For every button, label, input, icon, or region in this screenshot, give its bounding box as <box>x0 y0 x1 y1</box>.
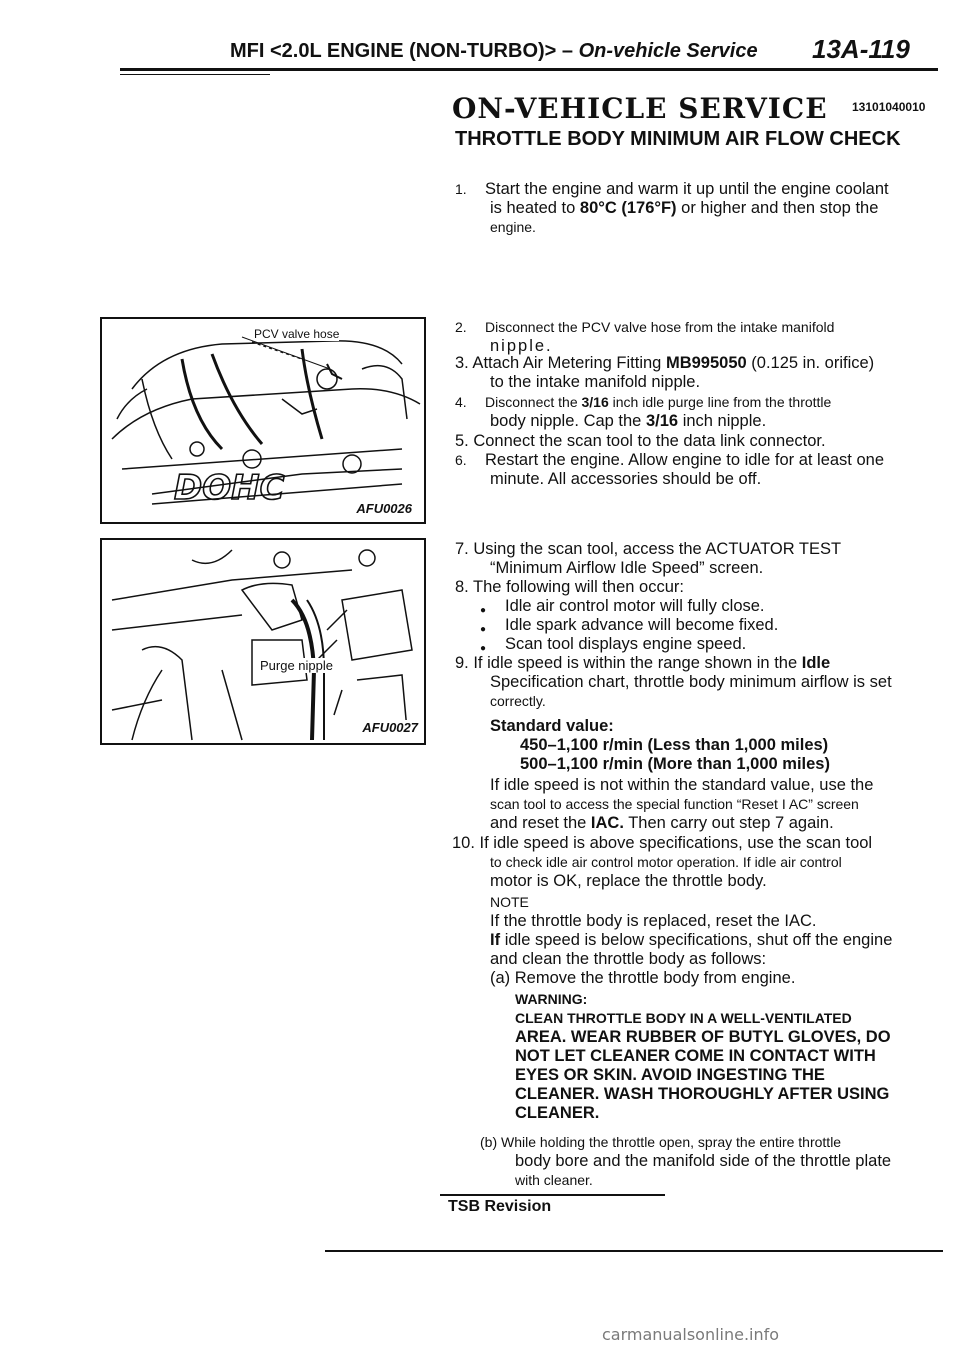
figure-purge-nipple <box>100 538 426 745</box>
figure-2-code: AFU0027 <box>362 720 418 735</box>
step-1-line3: engine. <box>490 219 536 235</box>
header-section: On-vehicle Service <box>578 40 758 62</box>
reset-line2: scan tool to access the special function “Reset I AC” screen <box>490 796 859 812</box>
section-title: ON-VEHICLE SERVICE <box>452 92 828 125</box>
step-10-line3: motor is OK, replace the throttle body. <box>490 872 767 890</box>
note-line3: and clean the throttle body as follows: <box>490 950 767 968</box>
step-2 <box>455 318 930 356</box>
step-10-line1: 10. If idle speed is above specifications, use the scan tool <box>452 834 873 852</box>
bullet-item: ● Scan tool displays engine speed. <box>480 635 930 654</box>
note-line4: (a) Remove the throttle body from engine. <box>490 969 796 987</box>
warning-line4: EYES OR SKIN. AVOID INGESTING THE <box>515 1066 825 1084</box>
figure-pcv-valve-hose <box>100 317 426 524</box>
reset-line3b: Then carry out step 7 again. <box>628 814 834 832</box>
page-number: 13A-119 <box>812 34 910 64</box>
section-code: 13101040010 <box>852 100 926 114</box>
header-rule <box>120 68 938 71</box>
step-4-size1: 3/16 <box>581 394 609 410</box>
step-4-line2a: body nipple. Cap the <box>490 412 642 430</box>
reset-line1: If idle speed is not within the standard value, use the <box>490 776 874 794</box>
step-4-line1a: Disconnect the <box>485 394 578 410</box>
step-b <box>480 1133 930 1190</box>
step-6-line1: Restart the engine. Allow engine to idle for at least one <box>485 451 885 469</box>
step-6 <box>455 451 930 489</box>
watermark: carmanualsonline.info <box>602 1325 780 1344</box>
note-line2: idle speed is below specifications, shut off the engine <box>504 931 893 949</box>
step-8: 8. The following will then occur: <box>455 578 684 596</box>
warning-line3: NOT LET CLEANER COME IN CONTACT WITH <box>515 1047 876 1065</box>
engine-illustration-1 <box>102 319 424 522</box>
step-6-number: 6. <box>455 452 467 468</box>
step-1-line1: Start the engine and warm it up until the engine coolant <box>485 180 889 198</box>
header-rule-short <box>120 74 270 75</box>
step-2-line2: nipple. <box>490 337 553 355</box>
step-10-line2: to check idle air control motor operation. If idle air control <box>490 854 842 870</box>
note-if: If <box>490 931 501 949</box>
standard-value-1: 450–1,100 r/min (Less than 1,000 miles) <box>520 736 829 754</box>
step-3-line2: to the intake manifold nipple. <box>490 373 701 391</box>
warning-line5: CLEANER. WASH THOROUGHLY AFTER USING <box>515 1085 890 1103</box>
note-line1: If the throttle body is replaced, reset the IAC. <box>490 912 817 930</box>
step-3 <box>455 354 930 392</box>
step-7-line1: 7. Using the scan tool, access the ACTUATOR TEST <box>455 540 842 558</box>
step-6-line2: minute. All accessories should be off. <box>490 470 762 488</box>
note-label: NOTE <box>490 894 529 910</box>
reset-line3a: and reset the <box>490 814 587 832</box>
warning-line1: CLEAN THROTTLE BODY IN A WELL-VENTILATED <box>515 1010 852 1026</box>
note-block <box>490 893 930 988</box>
step-1-temp: 80°C (176°F) <box>579 199 677 217</box>
warning-label: WARNING: <box>515 991 588 1007</box>
step-10 <box>452 834 932 891</box>
figure-1-code: AFU0026 <box>356 501 412 516</box>
warning-block <box>515 990 930 1123</box>
step-9-line3: correctly. <box>490 693 546 709</box>
step-b-line3: with cleaner. <box>515 1172 593 1188</box>
step-2-number: 2. <box>455 319 467 335</box>
bullet-item: ● Idle spark advance will become fixed. <box>480 616 930 635</box>
step-b-line1: (b) While holding the throttle open, spray the entire throttle <box>480 1134 842 1150</box>
figure-2-label: Purge nipple <box>260 658 333 673</box>
bullet-item: ● Idle air control motor will fully close. <box>480 597 930 616</box>
standard-value-2: 500–1,100 r/min (More than 1,000 miles) <box>520 755 830 773</box>
tsb-revision-box <box>440 1194 665 1218</box>
warning-line6: CLEANER. <box>515 1104 600 1122</box>
step-1 <box>455 180 930 237</box>
step-7-line2: “Minimum Airflow Idle Speed” screen. <box>490 559 764 577</box>
warning-line2: AREA. WEAR RUBBER OF BUTYL GLOVES, DO <box>515 1028 891 1046</box>
dohc-badge: DOHC <box>174 468 285 508</box>
page-header <box>230 40 758 63</box>
figure-1-label: PCV valve hose <box>254 327 340 341</box>
step-4-number: 4. <box>455 394 467 410</box>
step-4 <box>455 393 930 431</box>
step-9-line2: Specification chart, throttle body minimum airflow is set <box>490 673 892 691</box>
step-3-line1a: 3. Attach Air Metering Fitting <box>455 354 662 372</box>
step-b-line2: body bore and the manifold side of the throttle plate <box>515 1152 892 1170</box>
step-8-bullets <box>480 597 930 654</box>
reset-iac: IAC. <box>590 814 624 832</box>
step-4-line2b: inch nipple. <box>682 412 767 430</box>
step-5: 5. Connect the scan tool to the data link connector. <box>455 432 826 450</box>
step-3-tool: MB995050 <box>665 354 747 372</box>
step-4-size2: 3/16 <box>645 412 679 430</box>
standard-label: Standard value: <box>490 717 614 735</box>
footer-rule <box>325 1250 943 1252</box>
procedure-heading: THROTTLE BODY MINIMUM AIR FLOW CHECK <box>455 128 901 150</box>
header-engine: <2.0L ENGINE (NON-TURBO)> – <box>270 40 574 62</box>
step-1-line2a: is heated to <box>490 199 576 217</box>
step-9-line1a: 9. If idle speed is within the range shown in the <box>455 654 798 672</box>
step-3-line1b: (0.125 in. orifice) <box>751 354 875 372</box>
engine-illustration-2 <box>102 540 424 743</box>
reset-paragraph <box>490 776 930 833</box>
step-1-line2b: or higher and then stop the <box>681 199 879 217</box>
step-7 <box>455 540 930 578</box>
step-2-line1: Disconnect the PCV valve hose from the intake manifold <box>485 319 835 335</box>
step-4-line1b: inch idle purge line from the throttle <box>612 394 832 410</box>
tsb-revision-label: TSB Revision <box>448 1198 552 1215</box>
step-9-idle: Idle <box>801 654 831 672</box>
step-9 <box>455 654 930 711</box>
step-1-number: 1. <box>455 181 467 197</box>
header-prefix: MFI <box>230 40 265 62</box>
